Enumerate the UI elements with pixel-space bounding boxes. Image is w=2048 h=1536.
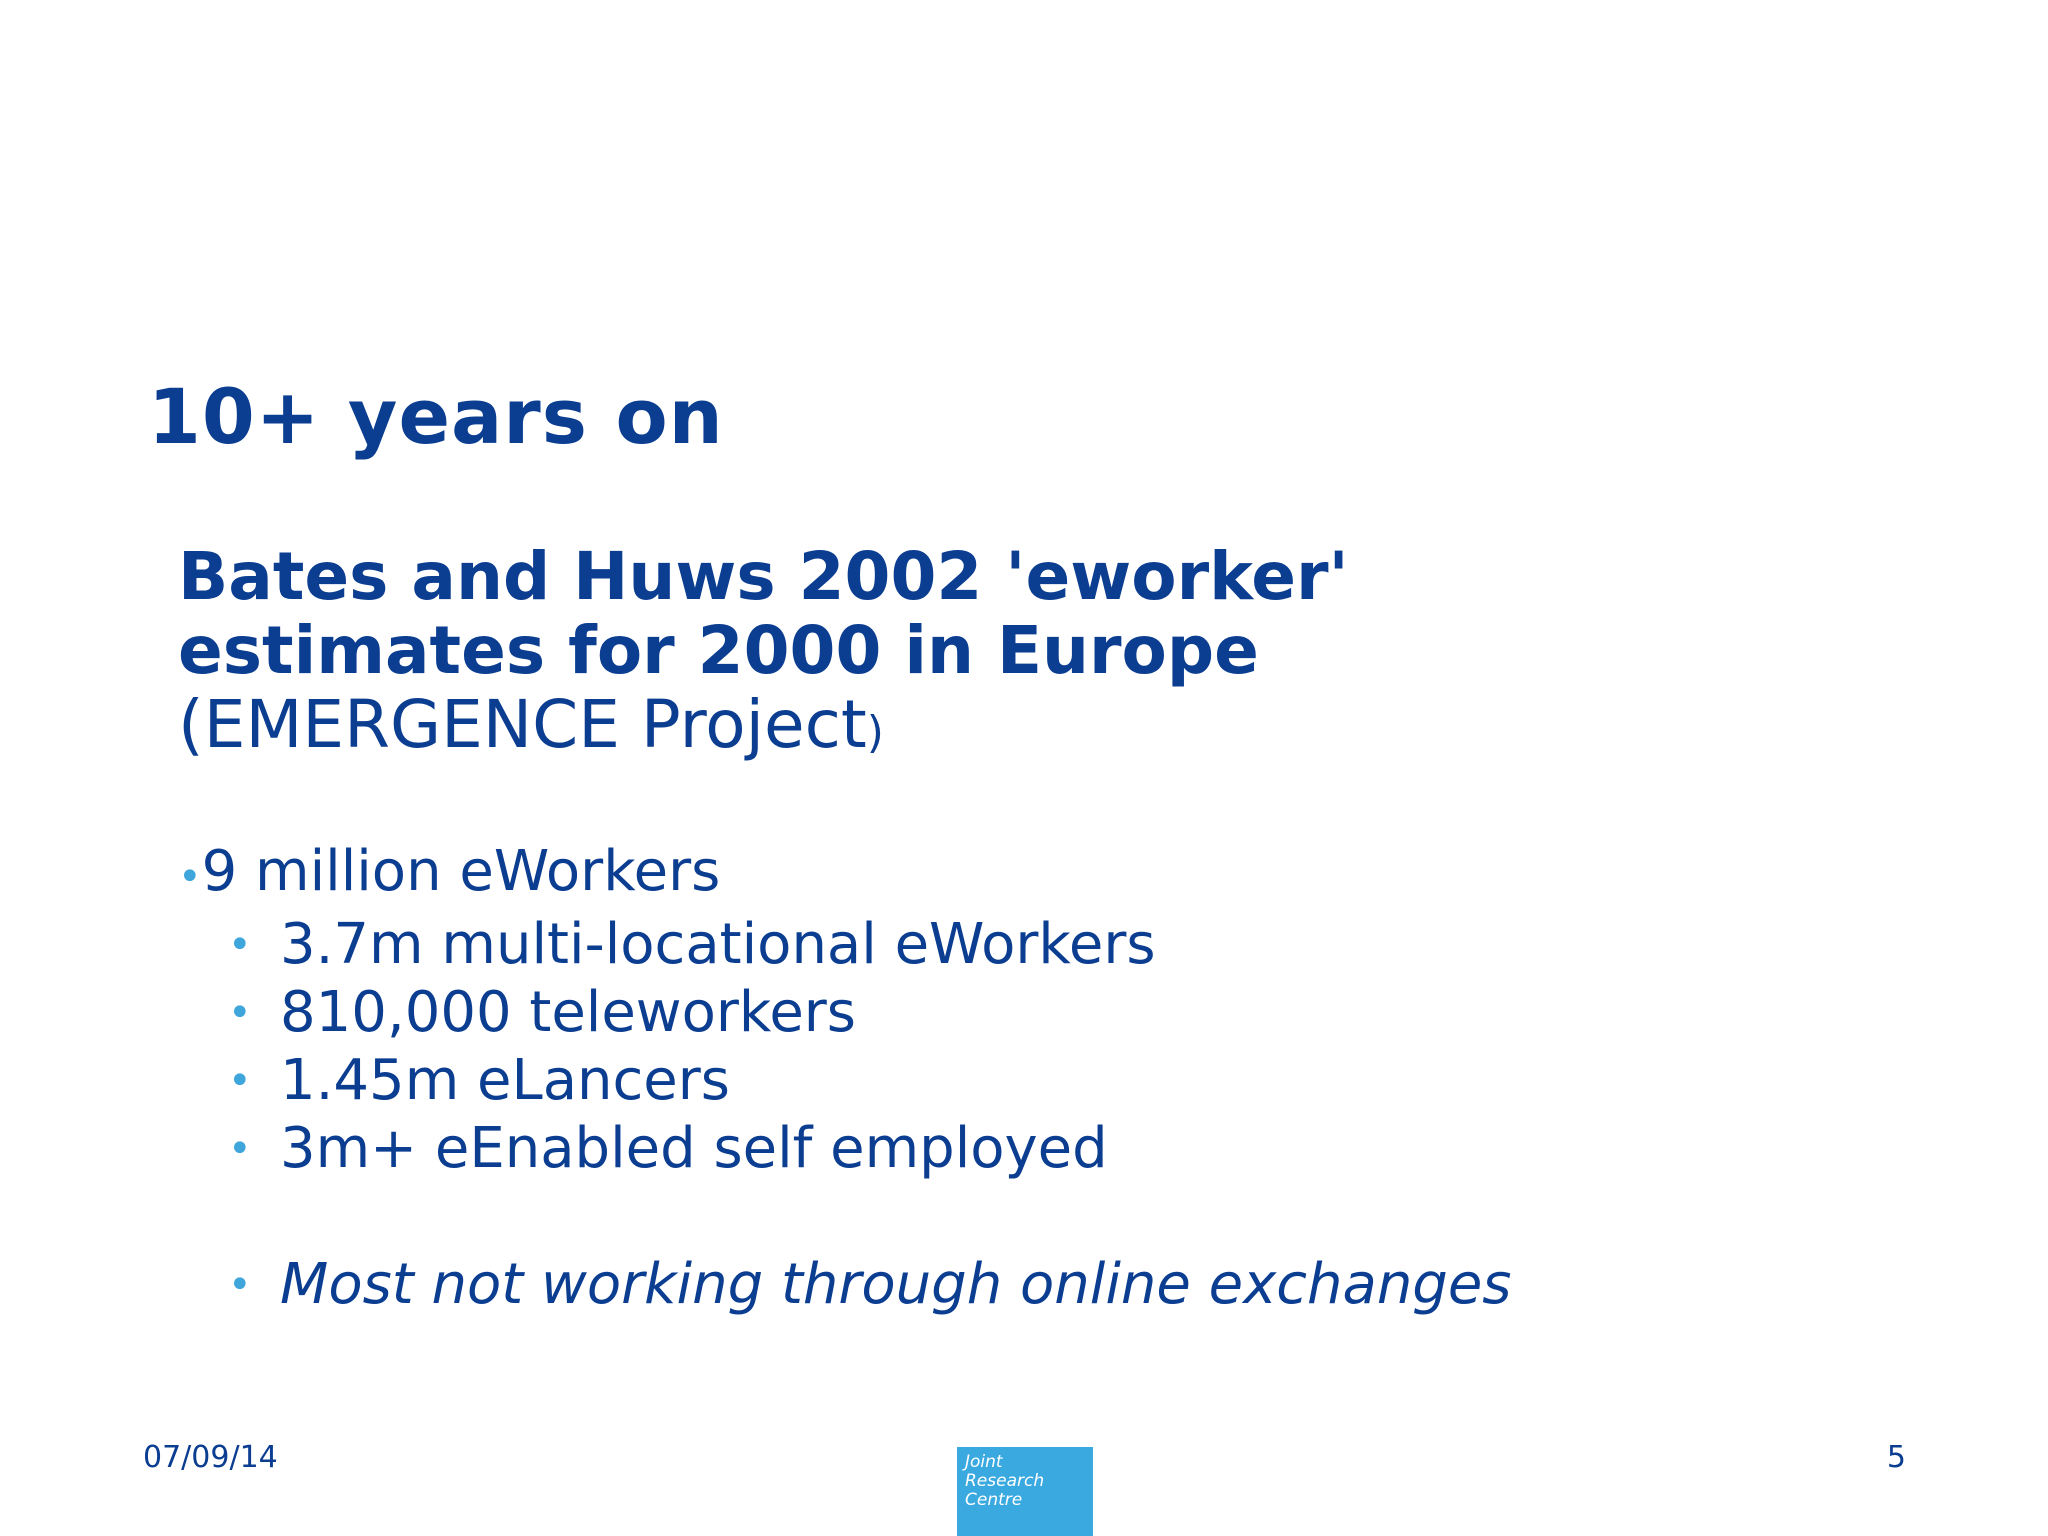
slide-heading bbox=[178, 540, 1349, 770]
sub-bullet-text: 3.7m multi-locational eWorkers bbox=[280, 912, 1156, 977]
heading-line-2: estimates for 2000 in Europe bbox=[178, 612, 1259, 689]
bullet-dot-icon: • bbox=[228, 1058, 252, 1104]
heading-project bbox=[178, 688, 1349, 770]
heading-project-open-paren: ( bbox=[178, 686, 204, 763]
main-bullet-text: 9 million eWorkers bbox=[201, 839, 721, 904]
heading-project-close-paren: ) bbox=[866, 707, 884, 758]
sub-bullet-list bbox=[178, 911, 1511, 1319]
sub-bullet bbox=[178, 1047, 1511, 1115]
sub-bullet-text: 3m+ eEnabled self employed bbox=[280, 1116, 1108, 1181]
bullet-dot-icon: • bbox=[228, 1126, 252, 1172]
bullet-list bbox=[178, 838, 1511, 1319]
jrc-logo bbox=[957, 1447, 1093, 1536]
heading-line-1: Bates and Huws 2002 'eworker' bbox=[178, 538, 1349, 615]
logo-line-1: Joint bbox=[965, 1452, 1003, 1472]
footer-date: 07/09/14 bbox=[143, 1440, 278, 1475]
main-bullet bbox=[178, 838, 1511, 911]
bullet-dot-icon: • bbox=[228, 990, 252, 1036]
italic-bullet-text: Most not working through online exchanges bbox=[280, 1252, 1512, 1317]
logo-line-3: Centre bbox=[965, 1490, 1023, 1510]
sub-bullet bbox=[178, 979, 1511, 1047]
logo-line-2: Research bbox=[965, 1471, 1045, 1491]
page-number: 5 bbox=[1886, 1440, 1906, 1475]
sub-bullet bbox=[178, 1115, 1511, 1183]
sub-bullet-text: 1.45m eLancers bbox=[280, 1048, 730, 1113]
bullet-dot-icon: • bbox=[228, 922, 252, 968]
sub-bullet bbox=[178, 911, 1511, 979]
slide-title: 10+ years on bbox=[148, 372, 724, 461]
bullet-dot-icon: • bbox=[228, 1262, 252, 1308]
sub-bullet-text: 810,000 teleworkers bbox=[280, 980, 856, 1045]
bullet-dot-icon: • bbox=[178, 854, 202, 900]
heading-project-name: EMERGENCE Project bbox=[203, 686, 867, 763]
italic-bullet bbox=[178, 1251, 1511, 1319]
